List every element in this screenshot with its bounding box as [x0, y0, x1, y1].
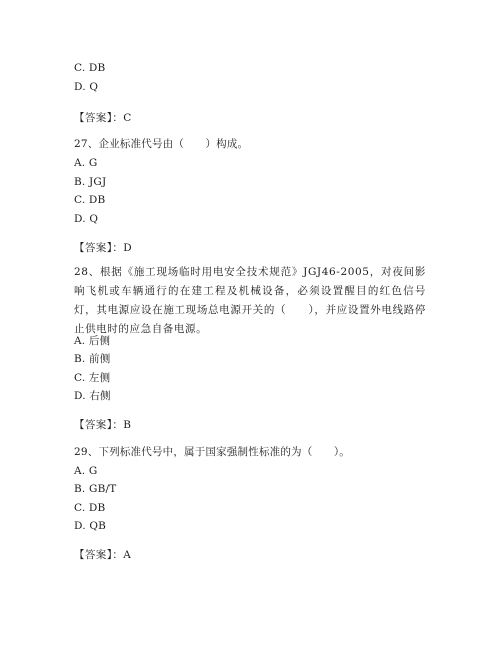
q28-option-c: C. 左侧 [74, 372, 111, 384]
q29-option-d: D. QB [74, 520, 107, 532]
q28-option-a: A. 后侧 [74, 335, 111, 347]
q29-option-b: B. GB/T [74, 483, 117, 495]
q27-option-b: B. JGJ [74, 176, 107, 188]
q27-option-a: A. G [74, 157, 98, 169]
question-29-stem: 29、下列标准代号中，属于国家强制性标准的为（ ）。 [74, 446, 351, 458]
q29-option-a: A. G [74, 465, 98, 477]
question-28-stem: 28、根据《施工现场临时用电安全技术规范》JGJ46-2005，对夜间影响飞机或车辆通行的在建工程及机械设备，必须设置醒目的红色信号灯，其电源应设在施工现场总电源开关的（ ），并应设置外电线路停止供电时的应急自备电源。 [74, 266, 426, 335]
q29-answer: 【答案】：A [74, 549, 132, 561]
q28-option-b: B. 前侧 [74, 353, 111, 365]
q27-answer: 【答案】：D [74, 242, 133, 254]
option-c: C. DB [74, 62, 106, 74]
q28-answer: 【答案】：B [74, 419, 132, 431]
q27-option-c: C. DB [74, 194, 106, 206]
q28-option-d: D. 右侧 [74, 390, 111, 402]
q27-option-d: D. Q [74, 213, 99, 225]
question-27-stem: 27、企业标准代号由（ ）构成。 [74, 138, 249, 150]
option-d: D. Q [74, 81, 99, 93]
q29-option-c: C. DB [74, 502, 106, 514]
answer-line: 【答案】：C [74, 112, 132, 124]
